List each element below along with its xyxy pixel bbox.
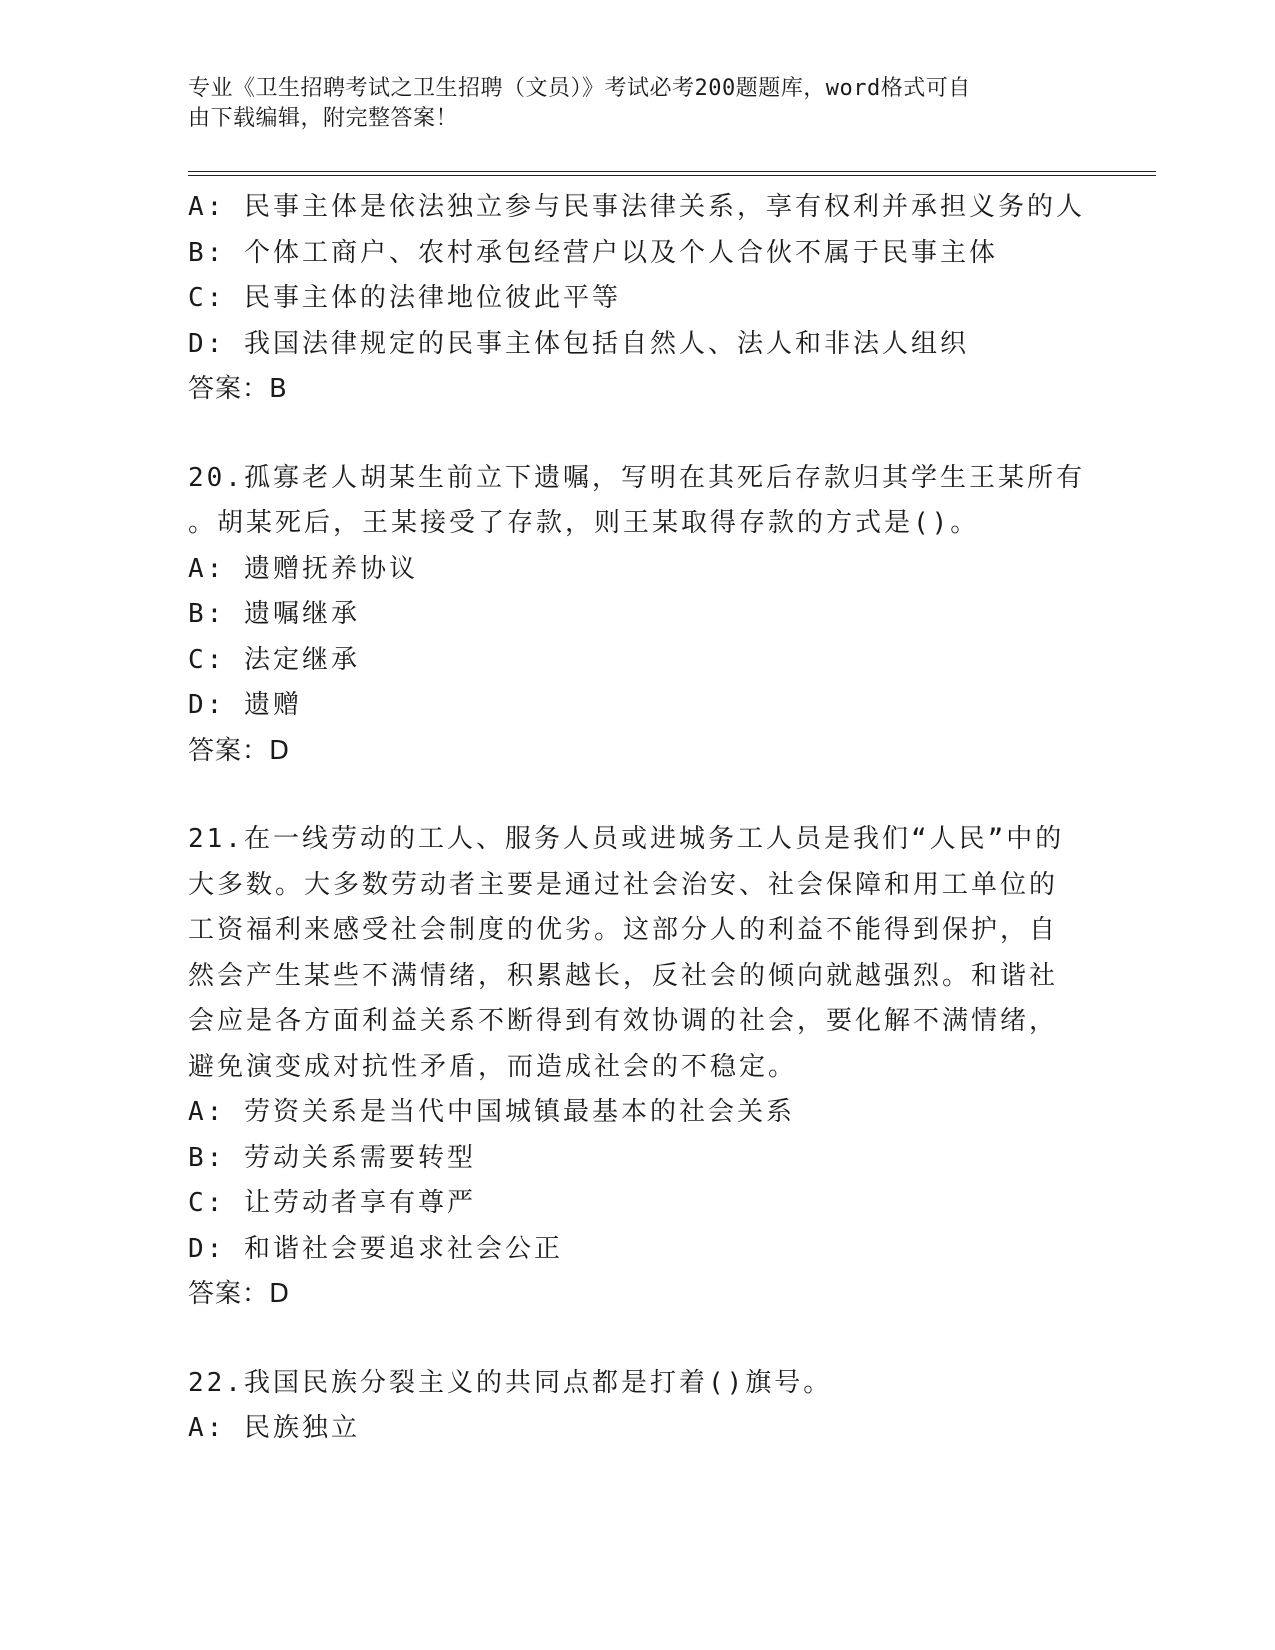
option-c: C: 让劳动者享有尊严: [188, 1188, 476, 1218]
option-a: A: 民族独立: [188, 1413, 360, 1443]
option-b: B: 个体工商户、农村承包经营户以及个人合伙不属于民事主体: [188, 237, 998, 268]
question-stem-line: 。胡某死后，王某接受了存款，则王某取得存款的方式是()。: [188, 508, 980, 538]
option-c: C: 法定继承: [188, 644, 360, 675]
question-20: [188, 456, 1088, 775]
answer: 答案：D: [188, 1279, 291, 1309]
question-22: [188, 1361, 1088, 1452]
question-stem-line: 会应是各方面利益关系不断得到有效协调的社会，要化解不满情绪，: [188, 1006, 1059, 1036]
question-stem-line: 22.我国民族分裂主义的共同点都是打着()旗号。: [188, 1367, 833, 1398]
option-d: D: 我国法律规定的民事主体包括自然人、法人和非法人组织: [188, 328, 969, 359]
answer: 答案：D: [188, 735, 291, 766]
question-stem-line: 避免演变成对抗性矛盾，而造成社会的不稳定。: [188, 1051, 798, 1082]
header-line-1: 专业《卫生招聘考试之卫生招聘（文员）》考试必考200题题库，word格式可自: [188, 76, 971, 101]
header-line-2: 由下载编辑，附完整答案！: [188, 106, 459, 131]
answer: 答案：B: [188, 374, 288, 404]
question-stem-line: 然会产生某些不满情绪，积累越长，反社会的倾向就越强烈。和谐社: [188, 960, 1059, 991]
option-a: A: 遗赠抚养协议: [188, 553, 418, 584]
question-19: [188, 185, 1088, 413]
document-body: [188, 185, 1088, 1452]
option-d: D: 和谐社会要追求社会公正: [188, 1233, 563, 1264]
question-21: [188, 817, 1088, 1318]
header-rule-top: [188, 171, 1156, 172]
option-c: C: 民事主体的法律地位彼此平等: [188, 283, 621, 313]
header-rule-bottom: [188, 175, 1156, 176]
option-b: B: 劳动关系需要转型: [188, 1142, 476, 1173]
option-b: B: 遗嘱继承: [188, 599, 360, 629]
question-stem-line: 大多数。大多数劳动者主要是通过社会治安、社会保障和用工单位的: [188, 869, 1059, 900]
question-stem-line: 工资福利来感受社会制度的优劣。这部分人的利益不能得到保护，自: [188, 915, 1059, 945]
option-d: D: 遗赠: [188, 690, 302, 720]
option-a: A: 劳资关系是当代中国城镇最基本的社会关系: [188, 1097, 795, 1127]
option-a: A: 民事主体是依法独立参与民事法律关系，享有权利并承担义务的人: [188, 192, 1085, 222]
document-header: [188, 74, 1068, 134]
question-stem-line: 20.孤寡老人胡某生前立下遗嘱，写明在其死后存款归其学生王某所有: [188, 462, 1085, 493]
question-stem-line: 21.在一线劳动的工人、服务人员或进城务工人员是我们“人民”中的: [188, 824, 1065, 854]
